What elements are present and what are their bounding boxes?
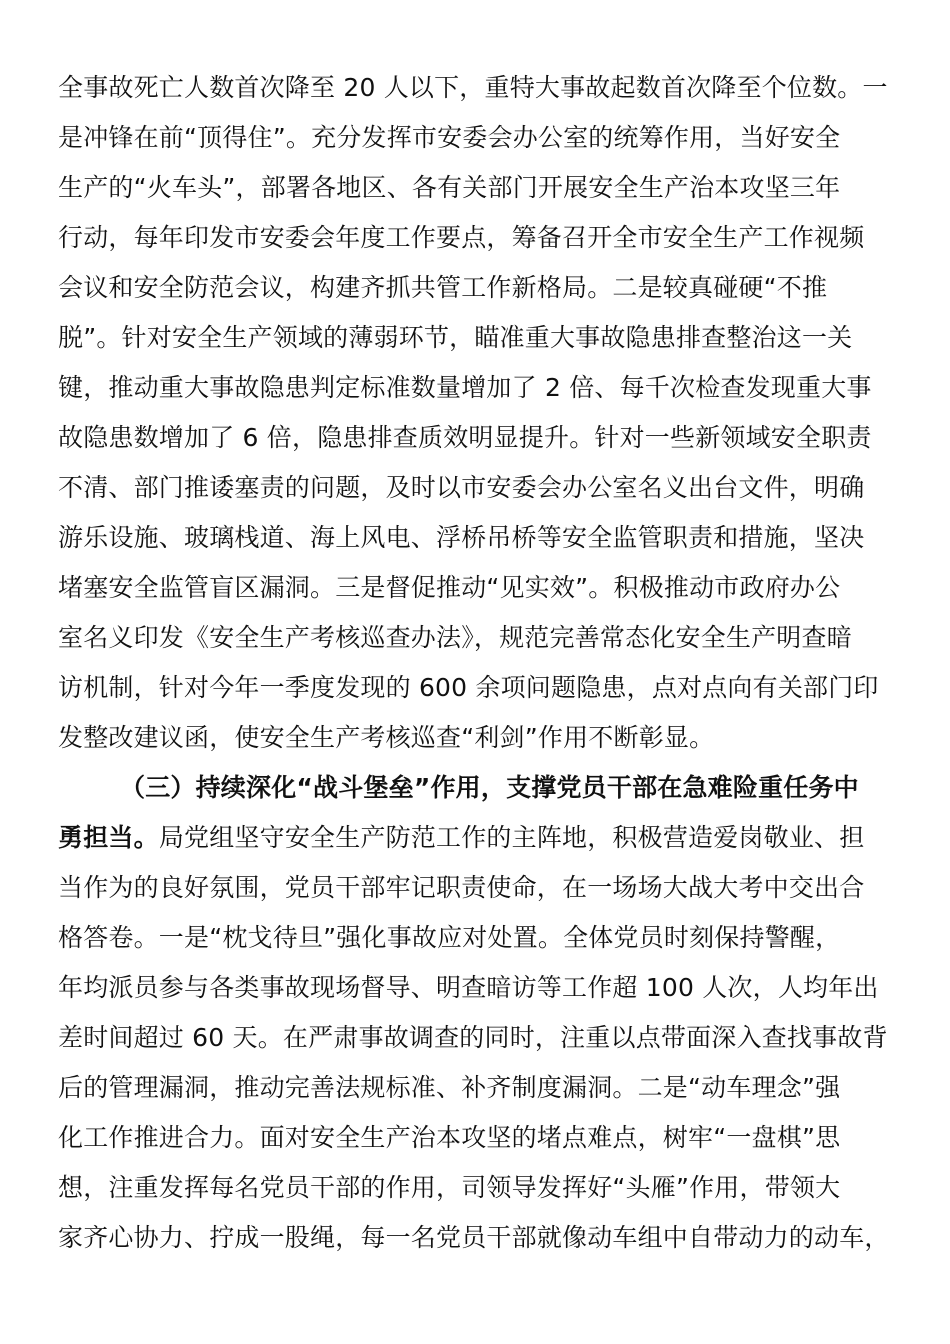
paragraph-line: 差时间超过 60 天。在严肃事故调查的同时，注重以点带面深入查找事故背 (58, 1023, 888, 1052)
paragraph-line: 想，注重发挥每名党员干部的作用，司领导发挥好“头雁”作用，带领大 (58, 1173, 841, 1202)
paragraph-line: 行动，每年印发市安委会年度工作要点，筹备召开全市安全生产工作视频 (58, 223, 865, 252)
section-heading-continued (58, 823, 892, 853)
paragraph-line: 发整改建议函，使安全生产考核巡查“利剑”作用不断彰显。 (58, 723, 715, 752)
paragraph-line: 访机制，针对今年一季度发现的 600 余项问题隐患，点对点向有关部门印 (58, 673, 879, 702)
paragraph-line: 年均派员参与各类事故现场督导、明查暗访等工作超 100 人次，人均年出 (58, 973, 879, 1002)
paragraph-line: 格答卷。一是“枕戈待旦”强化事故应对处置。全体党员时刻保持警醒， (58, 923, 841, 952)
section-heading-end: 勇担当。 (58, 823, 159, 852)
section-heading: （三）持续深化“战斗堡垒”作用，支撑党员干部在急难险重任务中 (120, 773, 859, 802)
paragraph-line: 生产的“火车头”，部署各地区、各有关部门开展安全生产治本攻坚三年 (58, 173, 841, 202)
paragraph-line: 脱”。针对安全生产领域的薄弱环节，瞄准重大事故隐患排查整治这一关 (58, 323, 853, 352)
paragraph-line: 故隐患数增加了 6 倍，隐患排查质效明显提升。针对一些新领域安全职责 (58, 423, 872, 452)
paragraph-line: 堵塞安全监管盲区漏洞。三是督促推动“见实效”。积极推动市政府办公 (58, 573, 841, 602)
paragraph-line: 键，推动重大事故隐患判定标准数量增加了 2 倍、每千次检查发现重大事 (58, 373, 872, 402)
paragraph-line: 当作为的良好氛围，党员干部牢记职责使命，在一场场大战大考中交出合 (58, 873, 865, 902)
paragraph-line: 后的管理漏洞，推动完善法规标准、补齐制度漏洞。二是“动车理念”强 (58, 1073, 841, 1102)
paragraph-text: 局党组坚守安全生产防范工作的主阵地，积极营造爱岗敬业、担 (158, 823, 865, 852)
paragraph-line: 是冲锋在前“顶得住”。充分发挥市安委会办公室的统筹作用，当好安全 (58, 123, 841, 152)
paragraph-line: 不清、部门推诿塞责的问题，及时以市安委会办公室名义出台文件，明确 (58, 473, 865, 502)
paragraph-line: 化工作推进合力。面对安全生产治本攻坚的堵点难点，树牢“一盘棋”思 (58, 1123, 841, 1152)
paragraph-line: 会议和安全防范会议，构建齐抓共管工作新格局。二是较真碰硬“不推 (58, 273, 828, 302)
paragraph-line: 游乐设施、玻璃栈道、海上风电、浮桥吊桥等安全监管职责和措施，坚决 (58, 523, 865, 552)
paragraph-line: 家齐心协力、拧成一股绳，每一名党员干部就像动车组中自带动力的动车， (58, 1223, 890, 1252)
paragraph-line: 全事故死亡人数首次降至 20 人以下，重特大事故起数首次降至个位数。一 (58, 73, 888, 102)
paragraph-line: 室名义印发《安全生产考核巡查办法》，规范完善常态化安全生产明查暗 (58, 623, 852, 652)
